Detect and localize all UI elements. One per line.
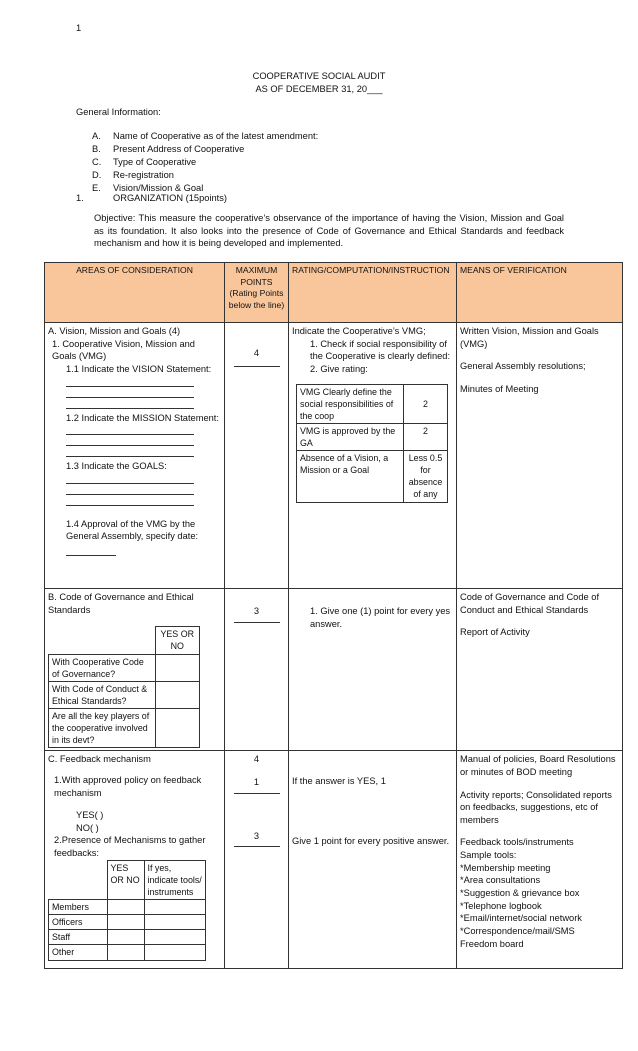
governance-table — [48, 626, 200, 748]
row-b-rating: 1. Give one (1) point for every yes answer. — [289, 589, 457, 751]
general-info-item: B. Present Address of Cooperative — [92, 144, 245, 154]
row-a-item1: 1. Cooperative Vision, Mission and Goals (VMG) — [52, 338, 195, 362]
vision-label: 1.1 Indicate the VISION Statement: — [66, 363, 212, 374]
table-row: With Cooperative Code of Governance? — [49, 654, 200, 681]
no-option[interactable]: NO( ) — [76, 822, 99, 833]
row-c-means: Manual of policies, Board Resolutions or minutes of BOD meeting Activity reports; Consolidated reports on feedbacks, suggestions, etc of members Feedback tools/instruments Sample tools: *Membership meeting *Area consultations *Suggestion & grievance box *Telephone logbook *Email/internet/social network *Correspondence/mail/SMS Freedom board — [457, 751, 623, 969]
header-means: MEANS OF VERIFICATION — [457, 263, 623, 323]
yes-no-cell[interactable] — [107, 945, 144, 960]
document-subtitle: AS OF DECEMBER 31, 20___ — [255, 84, 383, 94]
header-rating: RATING/COMPUTATION/INSTRUCTION — [289, 263, 457, 323]
general-info-heading: General Information: — [76, 107, 161, 117]
tools-cell[interactable] — [144, 930, 206, 945]
goals-label: 1.3 Indicate the GOALS: — [66, 461, 167, 472]
yes-option[interactable]: YES( ) — [76, 810, 104, 821]
row-a-title: A. Vision, Mission and Goals (4) — [48, 326, 181, 336]
objective-text: Objective: This measure the cooperative’s observance of the importance of having the Vision, Mission and Goal as its foundation. It also looks into the presence of Code of Governance and Ethical Standards and feedback mechanism and how it is being developed and implemented. — [94, 213, 564, 249]
row-b-means: Code of Governance and Code of Conduct and Ethical Standards Report of Activity — [457, 589, 623, 751]
row-a-areas — [45, 323, 225, 589]
approval-label: 1.4 Approval of the VMG by the General Assembly, specify date: — [48, 518, 221, 556]
approval-date-line[interactable] — [66, 545, 116, 556]
vision-line[interactable] — [66, 388, 194, 398]
yes-no-cell[interactable] — [107, 930, 144, 945]
yes-no-cell[interactable] — [155, 681, 200, 708]
vision-line[interactable] — [66, 377, 194, 387]
table-row: Other — [49, 945, 206, 960]
general-info-item: A. Name of Cooperative as of the latest amendment: — [92, 131, 319, 141]
table-row — [45, 751, 623, 969]
yes-no-cell[interactable] — [155, 708, 200, 747]
vmg-rating-table — [296, 384, 448, 503]
yes-no-cell[interactable] — [155, 654, 200, 681]
table-row — [45, 323, 623, 589]
row-b-areas — [45, 589, 225, 751]
table-row: Officers — [49, 915, 206, 930]
row-c-points: 4 1 3 — [225, 751, 289, 969]
general-info-item: C. Type of Cooperative — [92, 157, 197, 167]
goals-line[interactable] — [66, 485, 194, 495]
table-row — [45, 589, 623, 751]
audit-table — [44, 262, 623, 969]
general-info-item: E. Vision/Mission & Goal — [92, 183, 204, 193]
mission-label: 1.2 Indicate the MISSION Statement: — [66, 412, 219, 423]
table-row: YES OR NO — [49, 627, 200, 654]
tools-cell[interactable] — [144, 945, 206, 960]
mission-blanks — [48, 425, 221, 457]
header-areas: AREAS OF CONSIDERATION — [45, 263, 225, 323]
table-row: YES OR NO If yes, indicate tools/ instruments — [49, 860, 206, 899]
row-a-points: 4 — [225, 323, 289, 589]
goals-line[interactable] — [66, 496, 194, 506]
row-b-title: B. Code of Governance and Ethical Standards — [48, 592, 194, 615]
table-row: Are all the key players of the cooperative involved in its devt? — [49, 708, 200, 747]
section-title: ORGANIZATION (15points) — [113, 193, 227, 203]
table-row: VMG is approved by the GA 2 — [297, 423, 448, 450]
mission-line[interactable] — [66, 425, 194, 435]
page-number: 1 — [76, 23, 82, 33]
vision-blanks — [48, 377, 221, 409]
row-a-means: Written Vision, Mission and Goals (VMG) General Assembly resolutions; Minutes of Meeting — [457, 323, 623, 589]
yes-no-cell[interactable] — [107, 900, 144, 915]
table-row: Absence of a Vision, a Mission or a Goal Less 0.5 for absence of any — [297, 451, 448, 502]
section-number: 1. — [76, 193, 84, 203]
points-line[interactable] — [234, 360, 280, 367]
tools-cell[interactable] — [144, 900, 206, 915]
goals-blanks — [48, 474, 221, 506]
table-row: VMG Clearly define the social responsibilities of the coop 2 — [297, 384, 448, 423]
table-header-row — [45, 263, 623, 323]
vision-line[interactable] — [66, 399, 194, 409]
mission-line[interactable] — [66, 436, 194, 446]
document-title: COOPERATIVE SOCIAL AUDIT — [252, 71, 386, 81]
row-c-rating: If the answer is YES, 1 Give 1 point for every positive answer. — [289, 751, 457, 969]
table-row: Staff — [49, 930, 206, 945]
rating-step2: 2. Give rating: — [310, 363, 368, 374]
points-line[interactable] — [234, 618, 280, 623]
points-line[interactable] — [234, 842, 280, 847]
general-info-list — [92, 130, 318, 195]
row-c-title: C. Feedback mechanism — [48, 754, 151, 765]
points-line[interactable] — [234, 789, 280, 794]
row-a-rating — [289, 323, 457, 589]
table-row: Members — [49, 900, 206, 915]
rating-step1: 1. Check if social responsibility of the Cooperative is clearly defined: — [310, 338, 451, 362]
header-max-points: MAXIMUM POINTS (Rating Points below the line) — [225, 263, 289, 323]
feedback-tools-table — [48, 860, 206, 961]
row-c-areas: C. Feedback mechanism 1.With approved policy on feedback mechanism YES( ) NO( ) 2.Presence of Mechanisms to gather feedbacks: YES OR NO If yes, indicate tools/ instruments Members Officers Staff Other — [45, 751, 225, 969]
goals-line[interactable] — [66, 474, 194, 484]
tools-cell[interactable] — [144, 915, 206, 930]
yes-no-cell[interactable] — [107, 915, 144, 930]
general-info-item: D. Re-registration — [92, 170, 174, 180]
row-b-points: 3 — [225, 589, 289, 751]
table-row: With Code of Conduct & Ethical Standards? — [49, 681, 200, 708]
mission-line[interactable] — [66, 447, 194, 457]
rating-intro: Indicate the Cooperative’s VMG; — [292, 326, 426, 336]
